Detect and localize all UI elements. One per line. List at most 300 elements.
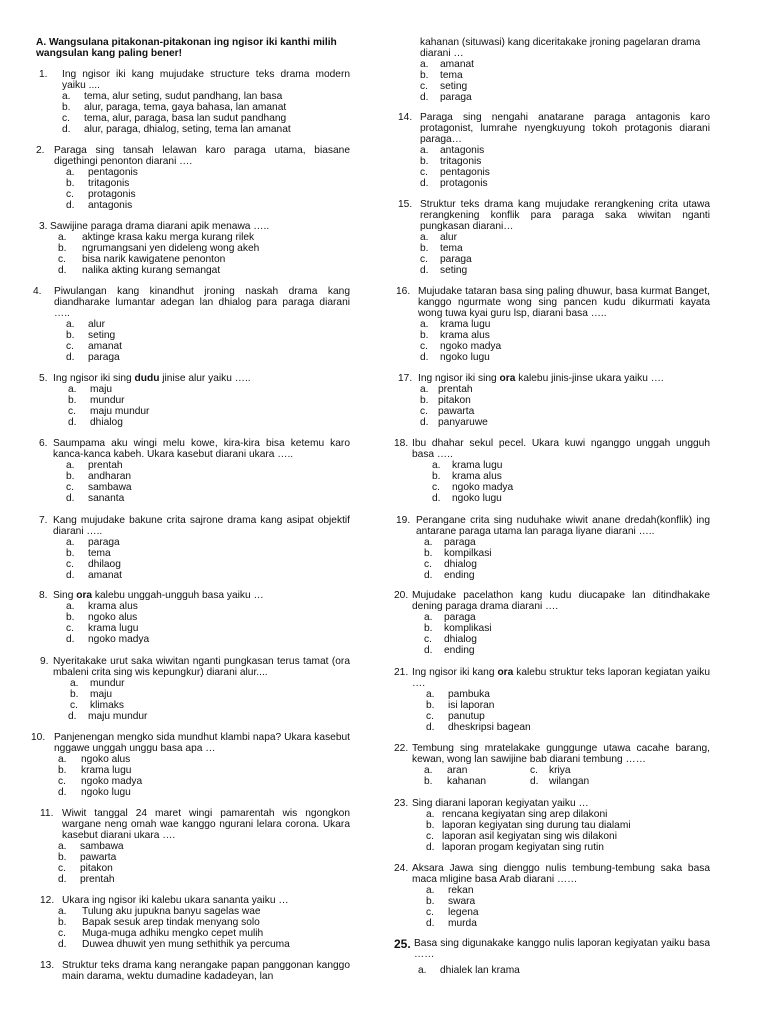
option-text: maju mundur — [90, 406, 150, 418]
option-a[interactable] — [396, 537, 710, 548]
question-1 — [36, 69, 350, 135]
question-stem: Perangane crita sing nuduhake wiwit anane dredah(konflik) ing antarane paraga utama lan paraga liyane diarani ….. — [416, 515, 710, 538]
option-letter: d. — [420, 352, 429, 364]
option-text: pawarta — [438, 406, 475, 418]
option-c[interactable] — [36, 559, 350, 570]
option-c[interactable] — [36, 623, 350, 634]
question-number: 3. — [39, 221, 48, 232]
question-number: 18. — [394, 438, 409, 449]
option-c[interactable] — [38, 928, 350, 939]
option-d[interactable] — [36, 265, 350, 276]
option-letter: c. — [68, 406, 76, 418]
question-number: 24. — [394, 863, 409, 874]
question-stem: Mujudake tataran basa sing paling dhuwur, basa kurmat Banget, kanggo ngurmate wong sing pancen kudu dikurmati kayata wong tuwa kyai guru lsp, diarani basa ….. — [418, 286, 710, 320]
option-a[interactable] — [36, 678, 350, 689]
stem-emphasis: ora — [76, 590, 93, 601]
option-letter: c. — [66, 559, 74, 571]
option-b[interactable] — [396, 330, 710, 341]
option-text: protagonis — [88, 189, 136, 201]
option-text: paraga — [88, 537, 120, 549]
option-b[interactable] — [38, 917, 350, 928]
option-c[interactable] — [394, 907, 710, 918]
option-letter: d. — [62, 124, 71, 136]
option-d[interactable] — [36, 634, 350, 645]
option-a[interactable] — [398, 232, 710, 243]
option-text: pambuka — [448, 689, 490, 701]
option-letter: a. — [420, 384, 429, 396]
question-17 — [398, 373, 710, 428]
option-letter: c. — [58, 863, 66, 875]
option-d[interactable] — [36, 570, 350, 581]
option-a[interactable] — [36, 601, 350, 612]
option-letter: d. — [424, 645, 433, 657]
option-c[interactable] — [38, 863, 350, 874]
section-heading-line-1: A. Wangsulana pitakonan-pitakonan ing ngisor iki kanthi milih — [36, 37, 337, 48]
option-text: kompilkasi — [444, 548, 492, 560]
option-text: mundur — [90, 395, 125, 407]
option-b[interactable] — [36, 471, 350, 482]
option-d[interactable] — [394, 842, 710, 853]
option-c[interactable] — [36, 700, 350, 711]
option-letter: b. — [58, 917, 67, 929]
option-b[interactable] — [394, 623, 710, 634]
question-stem: Struktur teks drama kang nerangake papan panggonan kanggo main darama, wektu dumadine kadadeyan, lan — [62, 960, 350, 983]
option-letter: d. — [432, 493, 441, 505]
option-letter: a. — [66, 601, 75, 613]
question-20 — [394, 590, 710, 656]
option-letter: c. — [424, 559, 432, 571]
option-text: ngoko lugu — [440, 352, 490, 364]
option-letter: d. — [66, 634, 75, 646]
option-c[interactable] — [36, 482, 350, 493]
question-stem: Nyeritakake urut saka wiwitan nganti pungkasan terus tamat (ora mbaleni crita sing wis kepungkur) diarani alur.... — [53, 656, 350, 679]
option-b[interactable] — [36, 548, 350, 559]
option-c[interactable] — [398, 167, 710, 178]
options-row-2 — [394, 776, 710, 787]
option-text: paraga — [444, 612, 476, 624]
option-text: krama lugu — [81, 765, 132, 777]
option-letter: b. — [426, 896, 435, 908]
option-text: maju — [90, 689, 113, 701]
option-text: seting — [440, 265, 468, 277]
option-a[interactable] — [394, 809, 710, 820]
option-a-text[interactable]: aran — [447, 765, 468, 777]
stem-text: kalebu struktur teks laporan kegiatan yaiku …. — [412, 667, 710, 690]
option-text: ngoko madya — [452, 482, 514, 494]
option-b[interactable] — [36, 395, 350, 406]
option-b[interactable] — [398, 243, 710, 254]
stem-text: Ing ngisor iki kang — [412, 667, 498, 678]
question-number: 10. — [31, 732, 46, 743]
option-letter: c. — [424, 634, 432, 646]
option-text: sambawa — [88, 482, 132, 494]
option-d[interactable] — [31, 787, 350, 798]
option-b[interactable] — [420, 70, 710, 81]
option-text: sambawa — [80, 841, 124, 853]
question-number: 11. — [40, 808, 54, 819]
option-letter: c. — [530, 765, 538, 777]
option-a[interactable] — [33, 319, 350, 330]
option-d-text[interactable]: wilangan — [549, 776, 590, 788]
option-text: dhialog — [444, 559, 477, 571]
option-d[interactable] — [420, 92, 710, 103]
option-text: aktinge krasa kaku merga kurang rilek — [82, 232, 255, 244]
question-stem: Paraga sing tansah lelawan karo paraga utama, biasane digethingi penonton diarani …. — [54, 145, 350, 168]
question-stem: Ukara ing ngisor iki kalebu ukara sananta yaiku … — [62, 895, 289, 906]
question-number: 5. — [39, 373, 48, 384]
option-c[interactable] — [394, 711, 710, 722]
option-a[interactable] — [36, 232, 350, 243]
option-letter: d. — [426, 842, 435, 854]
question-stem: Panjenengan mengko sida mundhut klambi napa? Ukara kasebut nggawe unggah unggu basa apa … — [54, 732, 350, 755]
option-text: ngoko madya — [81, 776, 143, 788]
option-letter: b. — [420, 70, 429, 82]
option-text: tema — [88, 548, 111, 560]
option-text: isi laporan — [448, 700, 495, 712]
option-letter: a. — [424, 765, 433, 777]
option-text: andharan — [88, 471, 132, 483]
option-letter: a. — [424, 537, 433, 549]
question-number: 7. — [39, 515, 48, 526]
option-letter: c. — [58, 776, 66, 788]
option-d[interactable] — [394, 918, 710, 929]
question-6 — [36, 438, 350, 504]
option-letter: a. — [426, 809, 435, 821]
option-text: pawarta — [80, 852, 117, 864]
option-b-text[interactable]: kahanan — [447, 776, 487, 788]
question-25 — [394, 938, 710, 976]
option-text: prentah — [88, 460, 123, 472]
option-text: seting — [88, 330, 116, 342]
option-c[interactable] — [36, 406, 350, 417]
option-d[interactable] — [396, 352, 710, 363]
question-number: 4. — [33, 286, 42, 297]
option-text: dhilaog — [88, 559, 121, 571]
question-stem: Sing diarani laporan kegiyatan yaiku … — [412, 798, 589, 809]
option-a[interactable] — [420, 59, 710, 70]
option-letter: c. — [420, 406, 428, 418]
option-letter: b. — [424, 548, 433, 560]
option-letter: b. — [58, 765, 67, 777]
question-number: 23. — [394, 798, 409, 809]
question-21 — [394, 667, 710, 733]
option-b[interactable] — [396, 548, 710, 559]
option-d[interactable] — [398, 265, 710, 276]
question-7 — [36, 515, 350, 581]
question-stem — [412, 667, 710, 689]
option-a[interactable] — [394, 612, 710, 623]
option-d[interactable] — [394, 493, 710, 504]
option-letter: a. — [58, 754, 67, 766]
question-number: 14. — [398, 112, 413, 123]
option-text: alur — [88, 319, 105, 331]
option-b[interactable] — [31, 765, 350, 776]
option-letter: b. — [66, 178, 75, 190]
option-a[interactable] — [394, 460, 710, 471]
option-letter: c. — [58, 928, 66, 940]
option-letter: d. — [426, 722, 435, 734]
question-number: 8. — [39, 590, 48, 601]
question-stem: Piwulangan kang kinandhut jroning naskah drama kang diandharake lumantar adegan lan dhialog para paraga diarani ….. — [54, 286, 350, 320]
stem-text: Ing ngisor iki sing — [53, 373, 135, 384]
question-stem: Wiwit tanggal 24 maret wingi pamarentah wis ngongkon wargane neng omah wae kanggo ngurani lelara corona. Ukara kasebut diarani ukara …. — [62, 808, 350, 842]
option-letter: a. — [70, 678, 79, 690]
option-text: prentah — [80, 874, 115, 886]
option-letter: b. — [424, 776, 433, 788]
option-a[interactable] — [396, 319, 710, 330]
option-text: tritagonis — [440, 156, 482, 168]
option-text: rekan — [448, 885, 474, 897]
question-number: 13. — [40, 960, 55, 971]
option-text: tema, alur seting, sudut pandhang, lan basa — [84, 91, 283, 103]
option-letter: a. — [62, 91, 71, 103]
option-c[interactable] — [36, 113, 350, 124]
option-letter: d. — [66, 570, 75, 582]
option-d[interactable] — [36, 711, 350, 722]
option-letter: b. — [432, 471, 441, 483]
option-letter: b. — [420, 330, 429, 342]
stem-emphasis: ora — [499, 373, 516, 384]
option-d[interactable] — [394, 645, 710, 656]
option-c[interactable] — [394, 634, 710, 645]
option-text: pentagonis — [440, 167, 490, 179]
option-text: komplikasi — [444, 623, 492, 635]
question-number: 25. — [394, 937, 411, 951]
option-text: paraga — [444, 537, 476, 549]
option-text: panyaruwe — [438, 417, 488, 429]
option-letter: c. — [66, 623, 74, 635]
option-d[interactable] — [394, 722, 710, 733]
option-letter: c. — [420, 254, 428, 266]
question-9 — [36, 656, 350, 722]
option-letter: c. — [426, 711, 434, 723]
option-text: ngoko alus — [81, 754, 131, 766]
option-text: tritagonis — [88, 178, 130, 190]
option-text: legena — [448, 907, 479, 919]
option-d[interactable] — [36, 124, 350, 135]
option-letter: a. — [426, 689, 435, 701]
option-c[interactable] — [420, 81, 710, 92]
option-text: krama lugu — [440, 319, 491, 331]
question-number: 17. — [398, 373, 413, 384]
option-text: pentagonis — [88, 167, 138, 179]
option-letter: d. — [424, 570, 433, 582]
option-a[interactable] — [394, 885, 710, 896]
section-heading — [36, 37, 337, 59]
question-stem — [418, 373, 710, 384]
option-letter: d. — [420, 92, 429, 104]
option-text: laporan progam kegiyatan sing rutin — [442, 842, 604, 854]
question-stem: Ing ngisor iki kang mujudake structure teks drama modern yaiku .... — [62, 69, 350, 92]
option-b[interactable] — [36, 178, 350, 189]
option-c[interactable] — [394, 831, 710, 842]
option-text: tema, alur, paraga, basa lan sudut pandhang — [84, 113, 287, 125]
option-letter: d. — [58, 265, 67, 277]
option-d[interactable] — [38, 874, 350, 885]
option-text: ngoko lugu — [81, 787, 131, 799]
option-letter: d. — [420, 178, 429, 190]
option-letter: d. — [58, 939, 67, 951]
option-text: krama alus — [88, 601, 138, 613]
question-11 — [38, 808, 350, 885]
option-text: bisa narik kawigatene penonton — [82, 254, 226, 266]
section-heading-line-2: wangsulan kang paling bener! — [36, 48, 183, 60]
option-text: krama lugu — [452, 460, 503, 472]
option-text: amanat — [440, 59, 474, 71]
option-letter: d. — [68, 417, 77, 429]
option-letter: b. — [66, 612, 75, 624]
option-text: ending — [444, 570, 475, 582]
option-letter: a. — [58, 841, 67, 853]
option-letter: b. — [420, 156, 429, 168]
option-letter: b. — [70, 689, 79, 701]
option-d[interactable] — [38, 939, 350, 950]
option-a[interactable] — [38, 841, 350, 852]
question-4 — [33, 286, 350, 363]
option-text: dheskripsi bagean — [448, 722, 531, 734]
option-text: paraga — [88, 352, 120, 364]
question-24 — [394, 863, 710, 929]
option-letter: b. — [58, 852, 67, 864]
stem-text: jinise alur yaiku ….. — [159, 373, 251, 384]
option-letter: a. — [66, 167, 75, 179]
option-text: Tulung aku jupukna banyu sagelas wae — [82, 906, 261, 918]
option-a[interactable] — [36, 91, 350, 102]
option-text: laporan asil kegiyatan sing wis dilakoni — [442, 831, 617, 843]
option-b[interactable] — [38, 852, 350, 863]
option-d[interactable] — [33, 352, 350, 363]
option-letter: c. — [62, 113, 70, 125]
option-a[interactable] — [31, 754, 350, 765]
option-text: tema — [440, 243, 463, 255]
option-d[interactable] — [398, 178, 710, 189]
option-c[interactable] — [394, 482, 710, 493]
option-letter: d. — [420, 417, 429, 429]
option-a[interactable] — [398, 145, 710, 156]
option-d[interactable] — [398, 417, 710, 428]
stem-text: Sing — [53, 590, 77, 601]
option-letter: d. — [66, 352, 75, 364]
option-text: sananta — [88, 493, 125, 505]
option-d[interactable] — [396, 570, 710, 581]
option-a[interactable] — [394, 965, 710, 976]
option-a[interactable] — [398, 384, 710, 395]
option-letter: a. — [426, 885, 435, 897]
option-b[interactable] — [394, 820, 710, 831]
option-text: alur — [440, 232, 457, 244]
option-letter: a. — [424, 612, 433, 624]
option-letter: c. — [426, 831, 434, 843]
option-b[interactable] — [36, 102, 350, 113]
option-letter: c. — [432, 482, 440, 494]
option-d[interactable] — [36, 493, 350, 504]
option-text: antagonis — [440, 145, 485, 157]
option-letter: b. — [426, 820, 435, 832]
option-letter: b. — [68, 395, 77, 407]
option-c[interactable] — [36, 189, 350, 200]
question-stem: Tembung sing mratelakake gunggunge utawa cacahe barang, kewan, wong lan sawijine bab diarani tembung …… — [412, 743, 710, 766]
option-b[interactable] — [394, 700, 710, 711]
question-18 — [394, 438, 710, 504]
option-letter: a. — [420, 59, 429, 71]
option-c-text[interactable]: kriya — [549, 765, 571, 777]
option-b[interactable] — [33, 330, 350, 341]
option-letter: a. — [432, 460, 441, 472]
option-text: krama lugu — [88, 623, 139, 635]
option-c[interactable] — [31, 776, 350, 787]
option-c[interactable] — [36, 254, 350, 265]
option-text: krama alus — [452, 471, 502, 483]
option-a[interactable] — [36, 460, 350, 471]
option-text: amanat — [88, 570, 122, 582]
option-letter: b. — [424, 623, 433, 635]
option-b[interactable] — [394, 896, 710, 907]
option-b[interactable] — [36, 243, 350, 254]
option-b[interactable] — [36, 612, 350, 623]
option-c[interactable] — [396, 341, 710, 352]
question-number: 16. — [396, 286, 411, 297]
option-text: ngoko lugu — [452, 493, 502, 505]
option-text: maju mundur — [88, 711, 148, 723]
option-letter: b. — [58, 243, 67, 255]
option-letter: a. — [66, 537, 75, 549]
option-a[interactable] — [38, 906, 350, 917]
question-stem: Ibu dhahar sekul pecel. Ukara kuwi nganggo unggah ungguh basa ….. — [412, 438, 710, 461]
question-16 — [396, 286, 710, 363]
option-letter: a. — [420, 145, 429, 157]
option-d[interactable] — [36, 200, 350, 211]
option-d[interactable] — [36, 417, 350, 428]
question-22 — [394, 743, 710, 787]
option-letter: c. — [420, 341, 428, 353]
question-number: 12. — [40, 895, 55, 906]
option-a[interactable] — [36, 384, 350, 395]
question-number: 22. — [394, 743, 409, 754]
option-text: paraga — [440, 92, 472, 104]
option-c[interactable] — [398, 254, 710, 265]
question-10 — [31, 732, 350, 798]
question-23 — [394, 798, 710, 853]
option-text: murda — [448, 918, 477, 930]
option-a[interactable] — [394, 689, 710, 700]
option-letter: d. — [66, 493, 75, 505]
stem-text: kalebu unggah-ungguh basa yaiku … — [92, 590, 264, 601]
option-letter: b. — [66, 548, 75, 560]
option-text: tema — [440, 70, 463, 82]
option-a[interactable] — [36, 167, 350, 178]
option-text: pitakon — [438, 395, 471, 407]
option-b[interactable] — [398, 395, 710, 406]
option-letter: b. — [66, 330, 75, 342]
question-stem: Struktur teks drama kang mujudake rerangkening crita utawa rerangkening konflik para paraga saka wiwitan nganti pungkasan diarani… — [420, 199, 710, 233]
option-text: rencana kegiyatan sing arep dilakoni — [442, 809, 608, 821]
option-c[interactable] — [398, 406, 710, 417]
option-b[interactable] — [398, 156, 710, 167]
option-a[interactable] — [36, 537, 350, 548]
option-letter: c. — [426, 907, 434, 919]
option-text: laporan kegiyatan sing durung tau dialami — [442, 820, 631, 832]
option-letter: c. — [420, 81, 428, 93]
question-number: 21. — [394, 667, 409, 678]
option-b[interactable] — [36, 689, 350, 700]
option-text: klimaks — [90, 700, 124, 712]
option-c[interactable] — [33, 341, 350, 352]
question-2 — [36, 145, 350, 211]
option-text: nalika akting kurang semangat — [82, 265, 221, 277]
option-b[interactable] — [394, 471, 710, 482]
option-text: seting — [440, 81, 468, 93]
option-c[interactable] — [396, 559, 710, 570]
